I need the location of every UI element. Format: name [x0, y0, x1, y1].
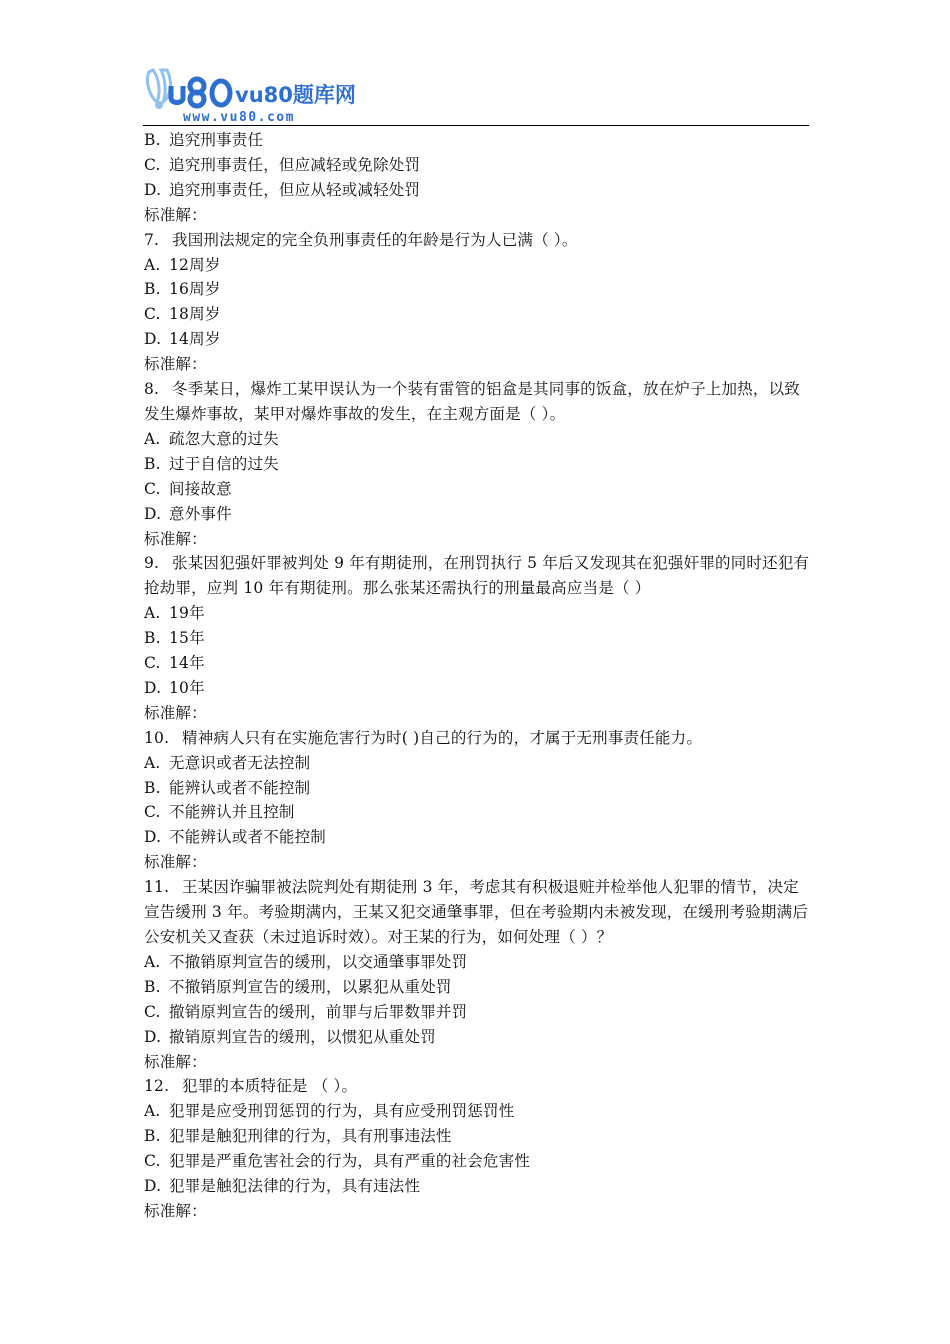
answer-option — [144, 302, 810, 327]
option-letter: C. — [144, 1152, 161, 1171]
option-letter: D. — [144, 828, 162, 847]
question-text — [144, 228, 810, 253]
option-letter: B. — [144, 280, 161, 299]
option-text: 无意识或者无法控制 — [169, 753, 311, 772]
answer-option — [144, 327, 810, 352]
option-text: 不撤销原判宣告的缓刑，以交通肇事罪处罚 — [169, 952, 468, 971]
answer-option — [144, 776, 810, 801]
option-letter: C. — [144, 155, 161, 174]
option-letter: B. — [144, 778, 161, 797]
answer-option — [144, 825, 810, 850]
option-letter: A. — [144, 604, 161, 623]
standard-answer-label: 标准解： — [144, 703, 207, 722]
answer-option — [144, 452, 810, 477]
question-body: 我国刑法规定的完全负刑事责任的年龄是行为人已满（ ）。 — [172, 230, 578, 249]
answer-option — [144, 651, 810, 676]
option-letter: C. — [144, 1002, 161, 1021]
option-text: 19年 — [169, 604, 205, 623]
answer-option — [144, 1000, 810, 1025]
answer-option — [144, 477, 810, 502]
option-text: 犯罪是应受刑罚惩罚的行为，具有应受刑罚惩罚性 — [169, 1102, 515, 1121]
answer-option — [144, 253, 810, 278]
option-letter: A. — [144, 1102, 161, 1121]
question-body: 精神病人只有在实施危害行为时( )自己的行为的，才属于无刑事责任能力。 — [182, 728, 703, 747]
option-text: 犯罪是严重危害社会的行为，具有严重的社会危害性 — [169, 1152, 531, 1171]
answer-option — [144, 601, 810, 626]
option-text: 18周岁 — [169, 305, 221, 324]
answer-option — [144, 1124, 810, 1149]
option-letter: C. — [144, 803, 161, 822]
question-body: 张某因犯强奸罪被判处 9 年有期徒刑，在刑罚执行 5 年后又发现其在犯强奸罪的同时还犯有抢劫罪，应判 10 年有期徒刑。那么张某还需执行的刑量最高应当是（ ） — [144, 554, 810, 598]
logo-url: www.vu80.com — [183, 110, 295, 125]
question-body: 犯罪的本质特征是 （ ）。 — [182, 1077, 358, 1096]
answer-option — [144, 626, 810, 651]
question-number: 9. — [144, 554, 160, 573]
option-letter: A. — [144, 952, 161, 971]
logo-title: vu80题库网 — [235, 83, 356, 107]
answer-option — [144, 1174, 810, 1199]
question-body: 王某因诈骗罪被法院判处有期徒刑 3 年，考虑其有积极退赃并检举他人犯罪的情节，决定宣告缓刑 3 年。考验期满内，王某又犯交通肇事罪，但在考验期内未被发现，在缓刑考验期满后公安机关又查获（未过追诉时效）。对王某的行为，如何处理（ ）？ — [144, 878, 809, 946]
page-header — [143, 62, 809, 126]
answer-option — [144, 178, 810, 203]
option-letter: A. — [144, 255, 161, 274]
option-text: 犯罪是触犯刑律的行为，具有刑事违法性 — [169, 1127, 452, 1146]
question-number: 11. — [144, 878, 170, 897]
answer-option — [144, 128, 810, 153]
option-text: 16周岁 — [169, 280, 221, 299]
option-text: 撤销原判宣告的缓刑，前罪与后罪数罪并罚 — [169, 1002, 468, 1021]
answer-option — [144, 676, 810, 701]
option-letter: D. — [144, 1177, 162, 1196]
question-text — [144, 875, 810, 950]
option-text: 意外事件 — [169, 504, 232, 523]
question-text — [144, 726, 810, 751]
option-letter: A. — [144, 429, 161, 448]
question-number: 12. — [144, 1077, 170, 1096]
question-list — [144, 128, 810, 1224]
answer-option — [144, 751, 810, 776]
option-letter: D. — [144, 504, 162, 523]
answer-option — [144, 502, 810, 527]
header-rule — [143, 125, 809, 126]
option-letter: C. — [144, 479, 161, 498]
question-number: 7. — [144, 230, 160, 249]
option-letter: B. — [144, 629, 161, 648]
option-letter: D. — [144, 180, 162, 199]
question-text — [144, 551, 810, 601]
vu80-logo — [143, 62, 356, 125]
option-letter: B. — [144, 454, 161, 473]
option-text: 14周岁 — [169, 330, 221, 349]
option-text: 不能辨认或者不能控制 — [169, 828, 327, 847]
option-text: 犯罪是触犯法律的行为，具有违法性 — [169, 1177, 421, 1196]
option-letter: B. — [144, 1127, 161, 1146]
option-text: 撤销原判宣告的缓刑，以惯犯从重处罚 — [169, 1027, 436, 1046]
option-text: 过于自信的过失 — [169, 454, 279, 473]
answer-option — [144, 1149, 810, 1174]
option-letter: C. — [144, 305, 161, 324]
standard-answer-label: 标准解： — [144, 853, 207, 872]
option-letter: D. — [144, 330, 162, 349]
answer-option — [144, 277, 810, 302]
answer-option — [144, 975, 810, 1000]
option-text: 不能辨认并且控制 — [169, 803, 295, 822]
option-text: 能辨认或者不能控制 — [169, 778, 311, 797]
option-text: 15年 — [169, 629, 205, 648]
option-letter: D. — [144, 1027, 162, 1046]
option-text: 追究刑事责任，但应减轻或免除处罚 — [169, 155, 421, 174]
option-text: 追究刑事责任，但应从轻或减轻处罚 — [169, 180, 421, 199]
question-body: 冬季某日，爆炸工某甲误认为一个装有雷管的铝盒是其同事的饭盒，放在炉子上加热，以致发生爆炸事故，某甲对爆炸事故的发生，在主观方面是（ ）。 — [144, 380, 801, 423]
option-letter: D. — [144, 678, 162, 697]
option-letter: B. — [144, 977, 161, 996]
question-number: 10. — [144, 728, 170, 747]
option-text: 间接故意 — [169, 479, 232, 498]
answer-option — [144, 153, 810, 178]
answer-option — [144, 800, 810, 825]
option-text: 不撤销原判宣告的缓刑，以累犯从重处罚 — [169, 977, 452, 996]
standard-answer-label: 标准解： — [144, 355, 207, 374]
answer-option — [144, 950, 810, 975]
option-letter: A. — [144, 753, 161, 772]
answer-option — [144, 1025, 810, 1050]
standard-answer-label: 标准解： — [144, 1201, 207, 1220]
standard-answer-label: 标准解： — [144, 1052, 207, 1071]
answer-option — [144, 427, 810, 452]
option-text: 14年 — [169, 654, 205, 673]
question-text — [144, 1074, 810, 1099]
option-text: 12周岁 — [169, 255, 221, 274]
question-number: 8. — [144, 380, 160, 399]
option-text: 疏忽大意的过失 — [169, 429, 279, 448]
option-text: 追究刑事责任 — [169, 131, 264, 149]
option-letter: B. — [144, 131, 161, 149]
answer-option — [144, 1099, 810, 1124]
option-text: 10年 — [169, 678, 205, 697]
standard-answer-label: 标准解： — [144, 529, 207, 548]
question-text — [144, 377, 810, 427]
option-letter: C. — [144, 654, 161, 673]
standard-answer-label: 标准解： — [144, 205, 207, 224]
